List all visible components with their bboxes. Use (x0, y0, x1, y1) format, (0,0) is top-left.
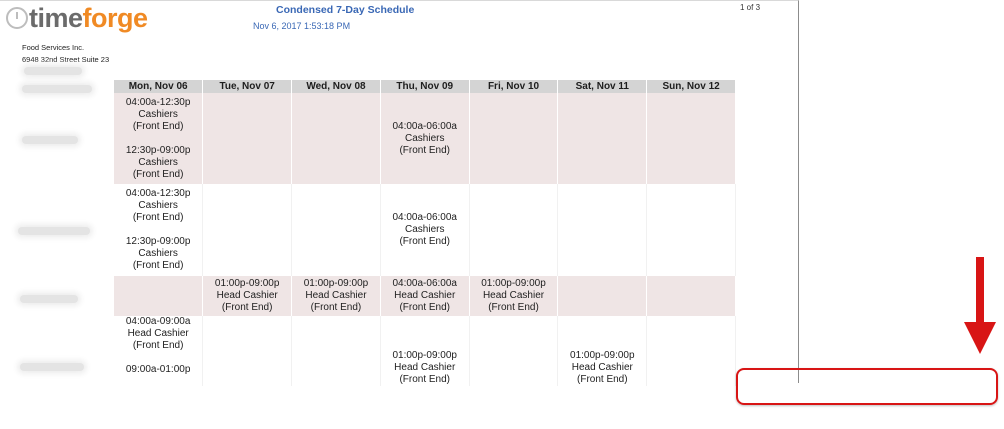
shift-time: 01:00p-09:00p (303, 278, 369, 289)
report-title: Condensed 7-Day Schedule (276, 4, 415, 16)
schedule-cell[interactable] (203, 93, 292, 184)
shift-role: Cashiers (138, 156, 178, 168)
logo-text-time: time (29, 3, 83, 33)
shift-role: Cashiers (138, 200, 178, 211)
schedule-cell[interactable] (203, 276, 292, 316)
shift-time: 04:00a-12:30p (125, 188, 191, 199)
shift-role: Cashiers (405, 132, 445, 144)
schedule-cell[interactable] (380, 276, 469, 316)
shift-time: 12:30p-09:00p (125, 144, 191, 156)
shift-dept: (Front End) (221, 302, 273, 313)
shift-gap (114, 133, 202, 145)
table-row (114, 184, 736, 276)
shift-role: Cashiers (405, 224, 445, 235)
schedule-cell[interactable] (469, 276, 558, 316)
shift-gap (114, 352, 202, 364)
shift-time: 01:00p-09:00p (570, 350, 635, 361)
day-header: Fri, Nov 10 (469, 80, 558, 93)
schedule-cell[interactable] (380, 184, 469, 276)
schedule-cell[interactable] (203, 184, 292, 276)
shift-role: Head Cashier (127, 328, 189, 339)
schedule-cell[interactable] (647, 316, 736, 386)
schedule-cell[interactable] (469, 93, 558, 184)
report-timestamp: Nov 6, 2017 1:53:18 PM (253, 21, 351, 31)
schedule-cell[interactable] (469, 316, 558, 386)
schedule-cell[interactable] (469, 184, 558, 276)
logo-text-forge: forge (82, 3, 148, 33)
shift-role: Head Cashier (216, 290, 278, 301)
shift-dept: (Front End) (399, 374, 451, 385)
shift-dept: (Front End) (577, 374, 628, 385)
schedule-cell[interactable] (647, 184, 736, 276)
blurred-employee-name (20, 363, 84, 371)
schedule-cell[interactable] (380, 316, 469, 386)
day-header: Sun, Nov 12 (647, 80, 736, 93)
shift-time: 01:00p-09:00p (214, 278, 280, 289)
shift-dept: (Front End) (132, 168, 184, 180)
blurred-employee-name (22, 136, 78, 144)
schedule-cell[interactable] (558, 276, 647, 316)
shift-role: Head Cashier (482, 290, 545, 301)
shift-role: Head Cashier (305, 290, 367, 301)
shift-dept: (Front End) (399, 144, 451, 156)
schedule-cell[interactable] (203, 316, 292, 386)
schedule-cell[interactable] (114, 93, 203, 184)
page-number: 1 of 3 (740, 3, 761, 12)
shift-time: 01:00p-09:00p (392, 350, 457, 361)
schedule-cell[interactable] (292, 276, 381, 316)
red-arrow-icon (964, 322, 996, 354)
day-header: Tue, Nov 07 (203, 80, 292, 93)
company-address: 6948 32nd Street Suite 23 (22, 55, 110, 64)
shift-gap (114, 224, 202, 236)
shift-dept: (Front End) (132, 120, 184, 132)
shift-time: 01:00p-09:00p (481, 278, 546, 289)
shift-dept: (Front End) (399, 302, 451, 313)
highlight-box (736, 368, 998, 405)
shift-role: Head Cashier (394, 290, 456, 301)
blurred-text (22, 85, 92, 93)
schedule-cell[interactable] (114, 184, 203, 276)
shift-time: 04:00a-06:00a (392, 212, 457, 223)
schedule-cell[interactable] (647, 93, 736, 184)
table-row (114, 316, 736, 386)
schedule-cell[interactable] (558, 184, 647, 276)
day-header: Sat, Nov 11 (558, 80, 647, 93)
table-row (114, 93, 736, 184)
day-header: Wed, Nov 08 (292, 80, 381, 93)
schedule-cell[interactable] (647, 276, 736, 316)
day-header: Mon, Nov 06 (114, 80, 203, 93)
schedule-cell[interactable] (292, 93, 381, 184)
shift-time: 04:00a-06:00a (392, 278, 457, 289)
schedule-cell[interactable] (114, 276, 203, 316)
schedule-cell[interactable] (558, 316, 647, 386)
shift-role: Head Cashier (394, 362, 456, 373)
shift-dept: (Front End) (488, 302, 539, 313)
shift-role: Head Cashier (571, 362, 633, 373)
shift-time: 04:00a-06:00a (392, 120, 457, 132)
schedule-cell[interactable] (558, 93, 647, 184)
shift-time: 09:00a-01:00p (125, 364, 191, 375)
shift-dept: (Front End) (399, 236, 451, 247)
blurred-employee-name (18, 227, 90, 235)
shift-time: 04:00a-09:00a (125, 316, 191, 327)
blurred-employee-name (20, 295, 78, 303)
shift-role: Cashiers (138, 108, 178, 120)
table-row (114, 276, 736, 316)
shift-time: 04:00a-12:30p (125, 96, 191, 108)
shift-dept: (Front End) (132, 260, 184, 271)
day-header: Thu, Nov 09 (380, 80, 469, 93)
shift-dept: (Front End) (132, 212, 184, 223)
blurred-text (24, 67, 82, 75)
day-header-row (114, 80, 736, 93)
shift-role: Cashiers (138, 248, 178, 259)
shift-time: 12:30p-09:00p (125, 236, 191, 247)
shift-dept: (Front End) (310, 302, 362, 313)
schedule-cell[interactable] (292, 316, 381, 386)
schedule-table (114, 80, 736, 386)
schedule-cell[interactable] (114, 316, 203, 386)
company-name: Food Services Inc. (22, 43, 85, 52)
schedule-cell[interactable] (292, 184, 381, 276)
shift-dept: (Front End) (132, 340, 184, 351)
schedule-cell[interactable] (380, 93, 469, 184)
red-arrow-shaft (976, 257, 984, 325)
timeforge-logo (6, 3, 148, 33)
clock-icon (6, 7, 28, 29)
